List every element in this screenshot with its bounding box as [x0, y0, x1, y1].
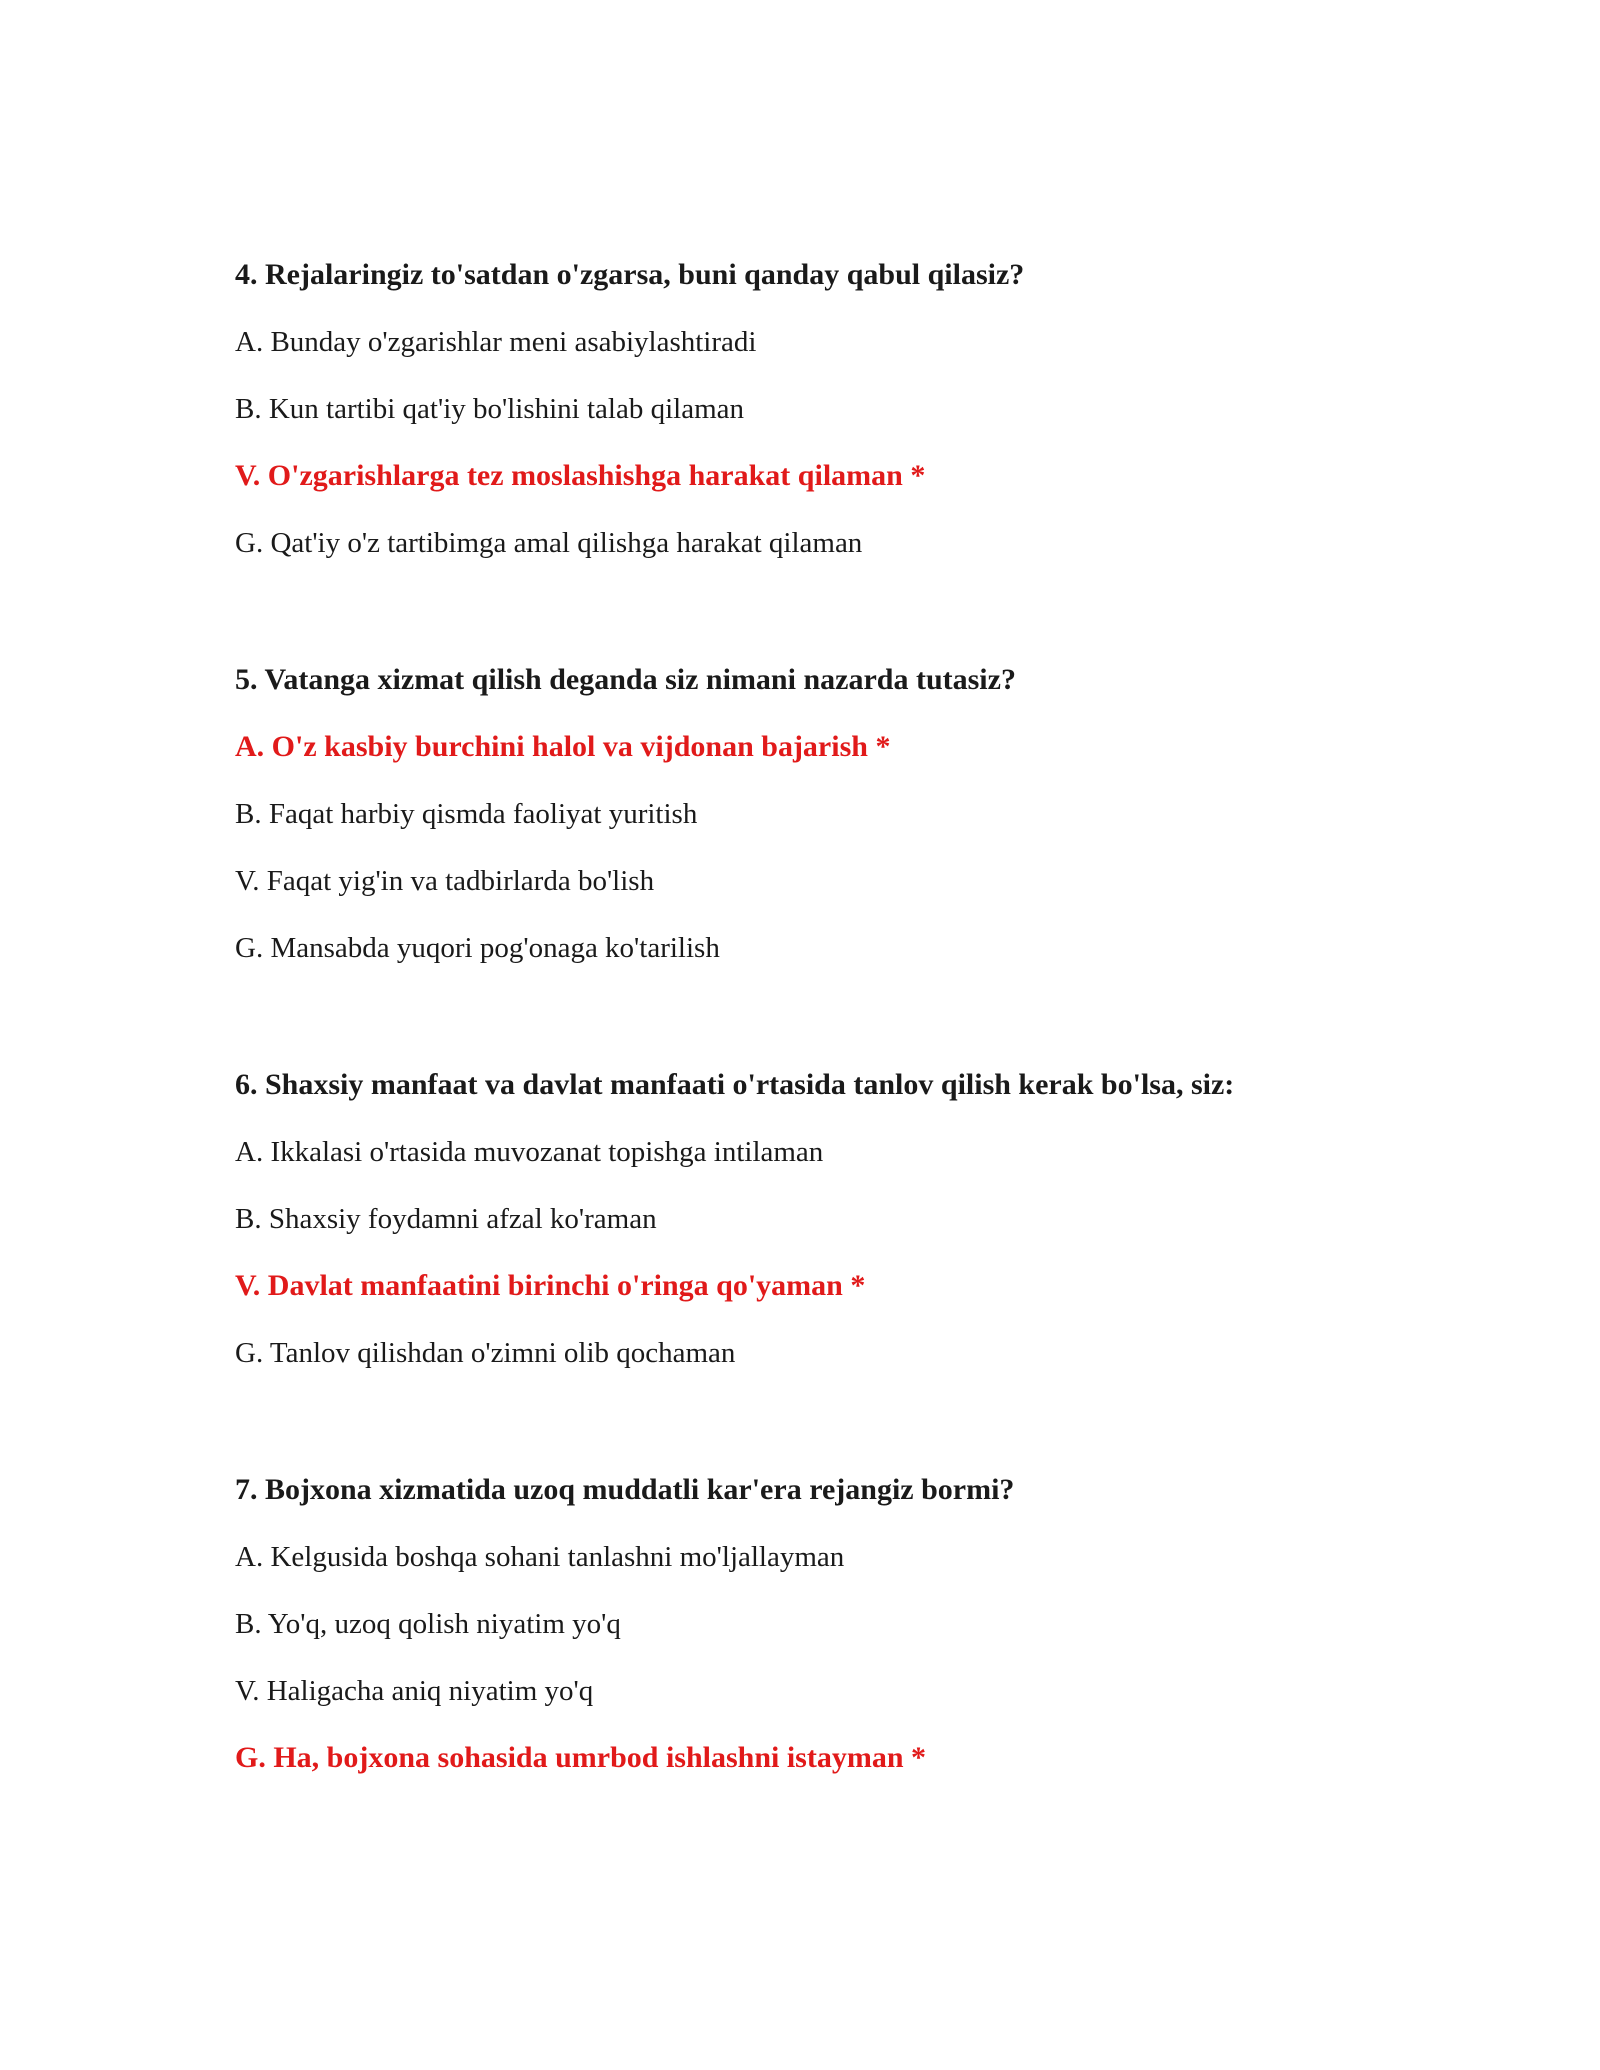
option-v: V. Faqat yig'in va tadbirlarda bo'lish: [235, 865, 655, 897]
question-block-7: [235, 1473, 1435, 1775]
option-g: G. Mansabda yuqori pog'onaga ko'tarilish: [235, 932, 720, 964]
option-v: V. Haligacha aniq niyatim yo'q: [235, 1675, 594, 1707]
question-block-5: [235, 663, 1435, 965]
question-title: 4. Rejalaringiz to'satdan o'zgarsa, buni qanday qabul qilasiz?: [235, 258, 1025, 291]
option-a: A. Bunday o'zgarishlar meni asabiylashtiradi: [235, 326, 757, 358]
question-title: 6. Shaxsiy manfaat va davlat manfaati o'rtasida tanlov qilish kerak bo'lsa, siz:: [235, 1068, 1235, 1101]
option-v-correct: V. O'zgarishlarga tez moslashishga harakat qilaman *: [235, 459, 926, 492]
option-a: A. Kelgusida boshqa sohani tanlashni mo'ljallayman: [235, 1541, 845, 1573]
option-g: G. Tanlov qilishdan o'zimni olib qochaman: [235, 1337, 736, 1369]
option-b: B. Faqat harbiy qismda faoliyat yuritish: [235, 798, 698, 830]
option-b: B. Yo'q, uzoq qolish niyatim yo'q: [235, 1608, 621, 1640]
option-b: B. Shaxsiy foydamni afzal ko'raman: [235, 1203, 657, 1235]
option-b: B. Kun tartibi qat'iy bo'lishini talab qilaman: [235, 393, 745, 425]
option-g-correct: G. Ha, bojxona sohasida umrbod ishlashni istayman *: [235, 1741, 927, 1774]
question-block-4: [235, 258, 1435, 560]
option-g: G. Qat'iy o'z tartibimga amal qilishga harakat qilaman: [235, 527, 863, 559]
question-block-6: [235, 1068, 1435, 1370]
option-a: A. Ikkalasi o'rtasida muvozanat topishga intilaman: [235, 1136, 824, 1168]
question-title: 7. Bojxona xizmatida uzoq muddatli kar'era rejangiz bormi?: [235, 1473, 1015, 1506]
option-v-correct: V. Davlat manfaatini birinchi o'ringa qo'yaman *: [235, 1269, 866, 1302]
option-a-correct: A. O'z kasbiy burchini halol va vijdonan bajarish *: [235, 730, 891, 763]
question-title: 5. Vatanga xizmat qilish deganda siz nimani nazarda tutasiz?: [235, 663, 1016, 696]
